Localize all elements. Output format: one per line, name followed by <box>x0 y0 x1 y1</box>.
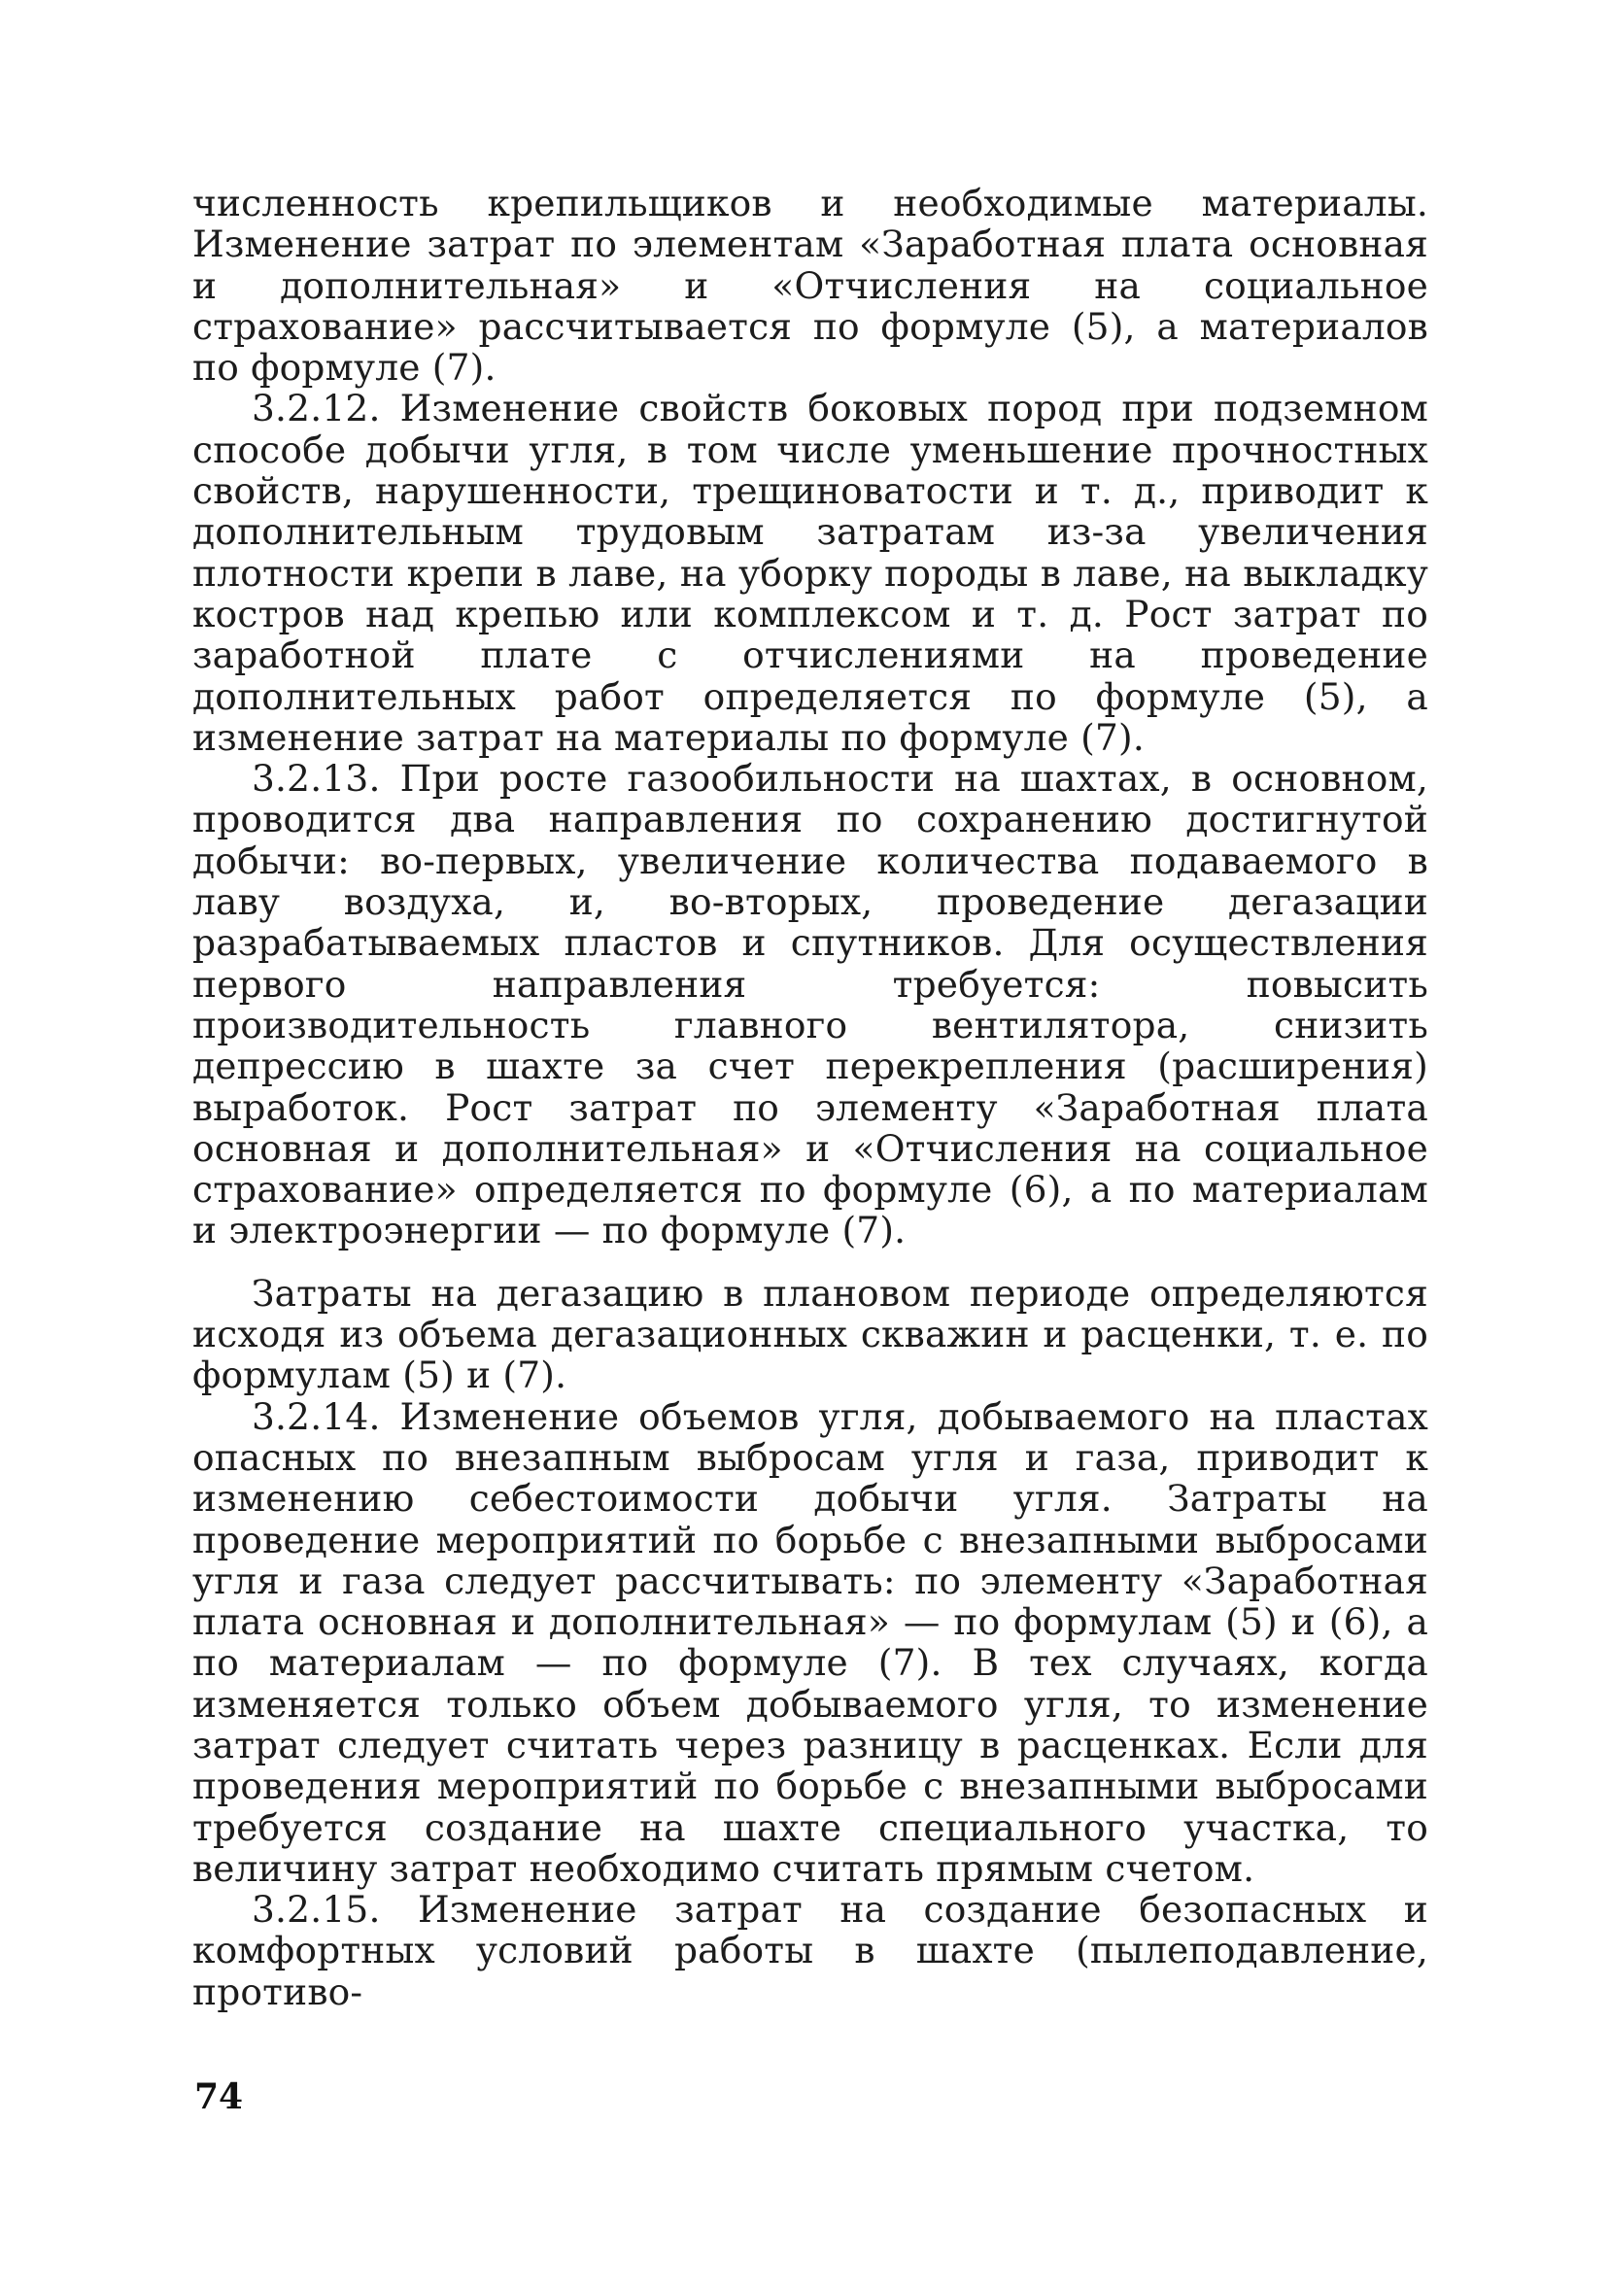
paragraph-continuation: численность крепильщиков и необходимые материалы. Изменение затрат по элементам «Заработная плата основная и дополнительная» и «Отчисления на социальное страхование» рассчитывается по формуле (5), а материалов по формуле (7). <box>192 182 1428 390</box>
page-number: 74 <box>194 2076 244 2117</box>
paragraph-3-2-13: 3.2.13. При росте газообильности на шахтах, в основном, проводится два направления по сохранению достигнутой добычи: во-первых, увеличение количества подаваемого в лаву воздуха, и, во-вторых, проведение дегазации разрабатываемых пластов и спутников. Для осуществления первого направления требуется: повысить производительность главного вентилятора, снизить депрессию в шахте за счет перекрепления (расширения) выработок. Рост затрат по элементу «Заработная плата основная и дополнительная» и «Отчисления на социальное страхование» определяется по формуле (6), а по материалам и электроэнергии — по формуле (7). <box>192 757 1428 1252</box>
paragraph-degassing: Затраты на дегазацию в плановом периоде определяются исходя из объема дегазационных скважин и расценки, т. е. по формулам (5) и (7). <box>192 1271 1428 1397</box>
document-page <box>192 183 1428 2145</box>
paragraph-3-2-12: 3.2.12. Изменение свойств боковых пород при подземном способе добычи угля, в том числе уменьшение прочностных свойств, нарушенности, трещиноватости и т. д., приводит к дополнительным трудовым затратам из-за увеличения плотности крепи в лаве, на уборку породы в лаве, на выкладку костров над крепью или комплексом и т. д. Рост затрат по заработной плате с отчислениями на проведение дополнительных работ определяется по формуле (5), а изменение затрат на материалы по формуле (7). <box>192 387 1428 759</box>
paragraph-3-2-15: 3.2.15. Изменение затрат на создание безопасных и комфортных условий работы в шахте (пылеподавление, противо- <box>192 1888 1428 2013</box>
paragraph-3-2-14: 3.2.14. Изменение объемов угля, добываемого на пластах опасных по внезапным выбросам угля и газа, приводит к изменению себестоимости добычи угля. Затраты на проведение мероприятий по борьбе с внезапными выбросами угля и газа следует рассчитывать: по элементу «Заработная плата основная и дополнительная» — по формулам (5) и (6), а по материалам — по формуле (7). В тех случаях, когда изменяется только объем добываемого угля, то изменение затрат следует считать через разницу в расценках. Если для проведения мероприятий по борьбе с внезапными выбросами требуется создание на шахте специального участка, то величину затрат необходимо считать прямым счетом. <box>192 1394 1428 1890</box>
